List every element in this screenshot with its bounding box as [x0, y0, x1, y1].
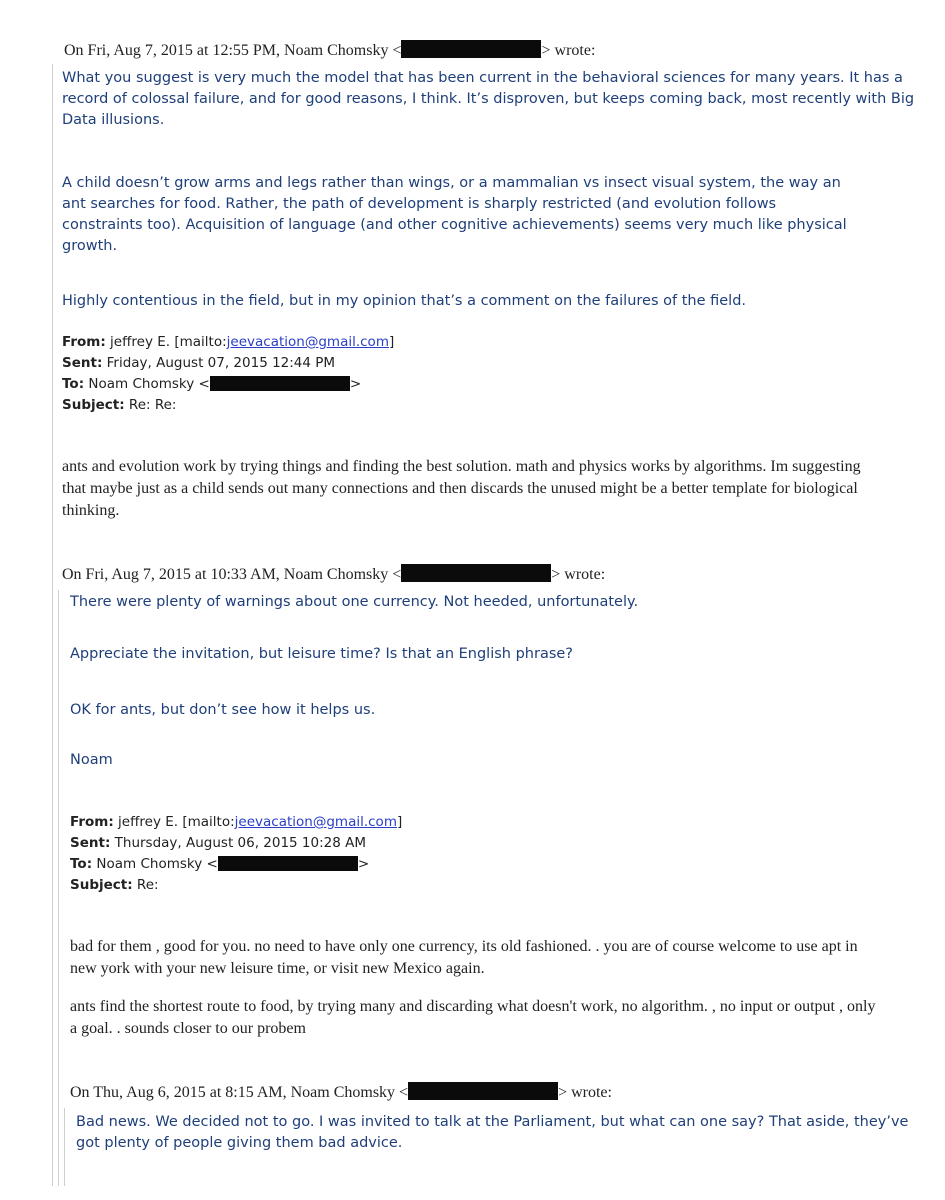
subject-value: Re: Re:: [124, 397, 177, 413]
from-label: From:: [70, 814, 114, 830]
redacted-address: [401, 564, 551, 582]
from-close: ]: [396, 814, 403, 830]
sent-label: Sent:: [62, 355, 103, 371]
email-header-3-suffix: > wrote:: [558, 1084, 612, 1101]
redacted-address: [210, 376, 350, 391]
email-header-1: [64, 40, 595, 60]
from-line: [70, 812, 402, 833]
to-line: [70, 854, 402, 875]
subject-line: [70, 875, 402, 896]
redacted-address: [401, 40, 541, 58]
sent-line: [70, 833, 402, 854]
from-label: From:: [62, 334, 106, 350]
email-body-1: [62, 68, 922, 312]
paragraph: What you suggest is very much the model that has been current in the behavioral sciences for many years. It has a record of colossal failure, and for good reasons, I think. It’s disproven, but keeps coming back, most recently with Big Data illusions.: [62, 70, 915, 128]
subject-label: Subject:: [62, 397, 125, 413]
email-header-3-prefix: On Thu, Aug 6, 2015 at 8:15 AM, Noam Chomsky <: [70, 1084, 409, 1101]
paragraph: bad for them , good for you. no need to have only one currency, its old fashioned. . you are of course welcome to use apt in new york with your new leisure time, or visit new Mexico again.: [70, 938, 858, 977]
paragraph: ants find the shortest route to food, by trying many and discarding what doesn't work, no algorithm. , no input or output , only a goal. . sounds closer to our probem: [70, 998, 876, 1037]
email-body-3: [76, 1112, 916, 1154]
to-close: >: [357, 856, 370, 872]
email-header-3: [70, 1082, 612, 1102]
to-label: To:: [70, 856, 93, 872]
email-header-2: [62, 564, 605, 584]
to-label: To:: [62, 376, 85, 392]
quote-bar-mid: [58, 590, 59, 1186]
redacted-address: [408, 1082, 558, 1100]
email-header-1-prefix: On Fri, Aug 7, 2015 at 12:55 PM, Noam Chomsky <: [64, 42, 402, 59]
jeffrey-message-1: [62, 456, 862, 522]
signature: Noam: [70, 752, 113, 768]
from-name: jeffrey E. [mailto:: [113, 814, 235, 830]
forward-metadata-1: [62, 332, 394, 416]
subject-line: [62, 395, 394, 416]
email-header-2-suffix: > wrote:: [551, 566, 606, 583]
email-link[interactable]: jeevacation@gmail.com: [234, 814, 397, 830]
redacted-address: [218, 856, 358, 871]
paragraph: ants and evolution work by trying things and finding the best solution. math and physics works by algorithms. Im suggesting that maybe just as a child sends out many connections and then discards the unused might be a better template for biological thinking.: [62, 458, 861, 519]
paragraph: A child doesn’t grow arms and legs rather than wings, or a mammalian vs insect visual system, the way an ant searches for food. Rather, the path of development is sharply restricted (and evolution follows constraints too). Acquisition of language (and other cognitive achievements) seems very much like physical growth.: [62, 175, 847, 254]
forward-metadata-2: [70, 812, 402, 896]
email-link[interactable]: jeevacation@gmail.com: [226, 334, 389, 350]
from-name: jeffrey E. [mailto:: [105, 334, 227, 350]
quote-bar-inner: [64, 1108, 65, 1186]
email-header-2-prefix: On Fri, Aug 7, 2015 at 10:33 AM, Noam Chomsky <: [62, 566, 402, 583]
sent-value: Thursday, August 06, 2015 10:28 AM: [110, 835, 367, 851]
paragraph: Highly contentious in the field, but in my opinion that’s a comment on the failures of the field.: [62, 293, 747, 309]
to-close: >: [349, 376, 362, 392]
from-line: [62, 332, 394, 353]
paragraph: Appreciate the invitation, but leisure time? Is that an English phrase?: [70, 646, 573, 662]
subject-label: Subject:: [70, 877, 133, 893]
subject-value: Re:: [132, 877, 159, 893]
sent-line: [62, 353, 394, 374]
from-close: ]: [388, 334, 395, 350]
jeffrey-message-2: [70, 936, 880, 1040]
email-body-2: [70, 592, 910, 771]
quote-bar-outer: [52, 64, 53, 1186]
paragraph: OK for ants, but don’t see how it helps us.: [70, 702, 376, 718]
paragraph: Bad news. We decided not to go. I was invited to talk at the Parliament, but what can one say? That aside, they’ve got plenty of people giving them bad advice.: [76, 1114, 909, 1151]
to-value: Noam Chomsky <: [92, 856, 218, 872]
to-line: [62, 374, 394, 395]
email-header-1-suffix: > wrote:: [541, 42, 596, 59]
to-value: Noam Chomsky <: [84, 376, 210, 392]
paragraph: There were plenty of warnings about one currency. Not heeded, unfortunately.: [70, 594, 639, 610]
sent-value: Friday, August 07, 2015 12:44 PM: [102, 355, 336, 371]
sent-label: Sent:: [70, 835, 111, 851]
